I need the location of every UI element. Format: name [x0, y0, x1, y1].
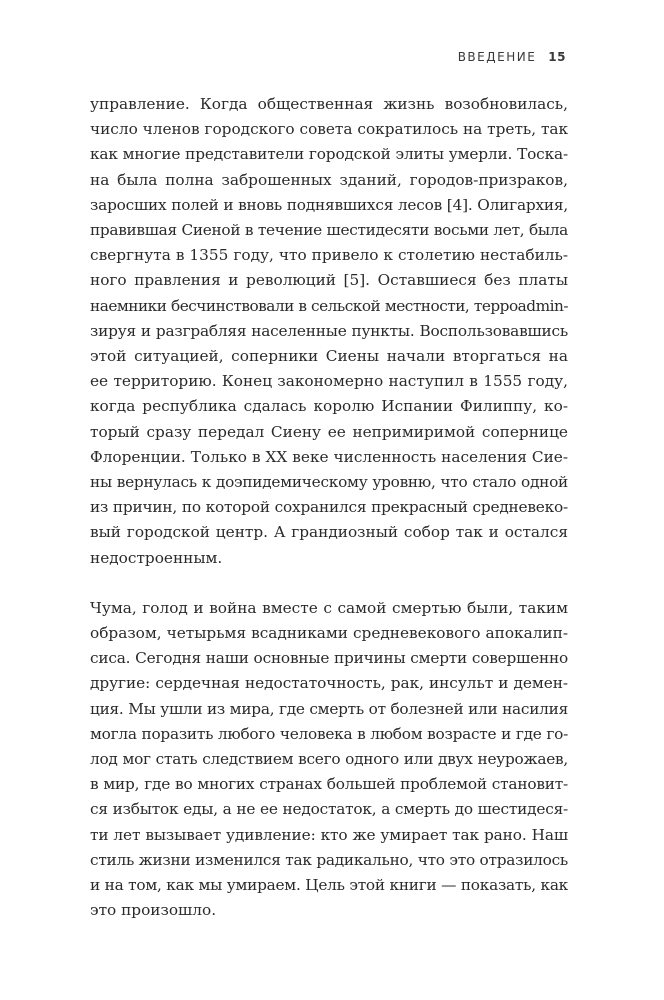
text-line: свергнута в 1355 году, что привело к столетию нестабиль-	[90, 246, 568, 265]
text-line: этой ситуацией, соперники Сиены начали вторгаться на	[90, 347, 568, 366]
text-line: сиса. Сегодня наши основные причины смерти совершенно	[90, 649, 568, 668]
running-head	[458, 50, 566, 64]
text-line: это произошло.	[90, 901, 217, 920]
text-line: ее территорию. Конец закономерно наступил в 1555 году,	[90, 372, 568, 391]
body-text	[90, 92, 568, 924]
text-line: как многие представители городской элиты умерли. Тоска-	[90, 145, 568, 164]
text-line: ны вернулась к доэпидемическому уровню, что стало одной	[90, 473, 568, 492]
text-line: и на том, как мы умираем. Цель этой книги — показать, как	[90, 876, 568, 895]
text-line: Чума, голод и война вместе с самой смертью были, таким	[90, 598, 568, 617]
paragraph-1	[90, 92, 568, 571]
text-line: ти лет вызывает удивление: кто же умирает так рано. Наш	[90, 825, 568, 844]
text-line: число членов городского совета сократилось на треть, так	[90, 120, 569, 139]
text-line: лод мог стать следствием всего одного или двух неурожаев,	[90, 750, 568, 769]
text-line: ция. Мы ушли из мира, где смерть от болезней или насилия	[90, 699, 568, 718]
paragraph-2	[90, 596, 568, 924]
text-line: когда республика сдалась королю Испании Филиппу, ко-	[90, 397, 568, 416]
text-line: недостроенным.	[90, 548, 223, 567]
text-line: образом, четырьмя всадниками средневекового апокалип-	[90, 624, 568, 643]
text-line: ся избыток еды, а не ее недостаток, а смерть до шестидеся-	[90, 800, 568, 819]
text-line: наемники бесчинствовали в сельской местности, терроadmin-	[90, 296, 568, 315]
text-line: правившая Сиеной в течение шестидесяти восьми лет, была	[90, 221, 568, 240]
text-line: могла поразить любого человека в любом возрасте и где го-	[90, 724, 568, 743]
text-line: управление. Когда общественная жизнь возобновилась,	[90, 95, 568, 113]
text-line: торый сразу передал Сиену ее непримиримой сопернице	[90, 422, 568, 441]
text-line: Флоренции. Только в XX веке численность населения Сие-	[90, 447, 568, 466]
text-line: стиль жизни изменился так радикально, что это отразилось	[90, 850, 568, 869]
running-head-section: ВВЕДЕНИЕ	[457, 50, 537, 64]
text-line: заросших полей и вновь поднявшихся лесов [4]. Олигархия,	[90, 195, 568, 214]
page-number: 15	[548, 50, 566, 64]
text-line: из причин, по которой сохранился прекрасный средневеко-	[90, 498, 568, 517]
text-line: зируя и разграбляя населенные пункты. Воспользовавшись	[90, 321, 568, 340]
paragraph-gap	[90, 571, 568, 596]
text-line: в мир, где во многих странах большей проблемой становит-	[90, 775, 568, 794]
text-line: вый городской центр. А грандиозный собор так и остался	[90, 523, 568, 542]
text-line: на была полна заброшенных зданий, городов-призраков,	[90, 170, 568, 189]
text-line: другие: сердечная недостаточность, рак, инсульт и демен-	[90, 674, 568, 693]
text-line: ного правления и революций [5]. Оставшиеся без платы	[90, 271, 568, 290]
